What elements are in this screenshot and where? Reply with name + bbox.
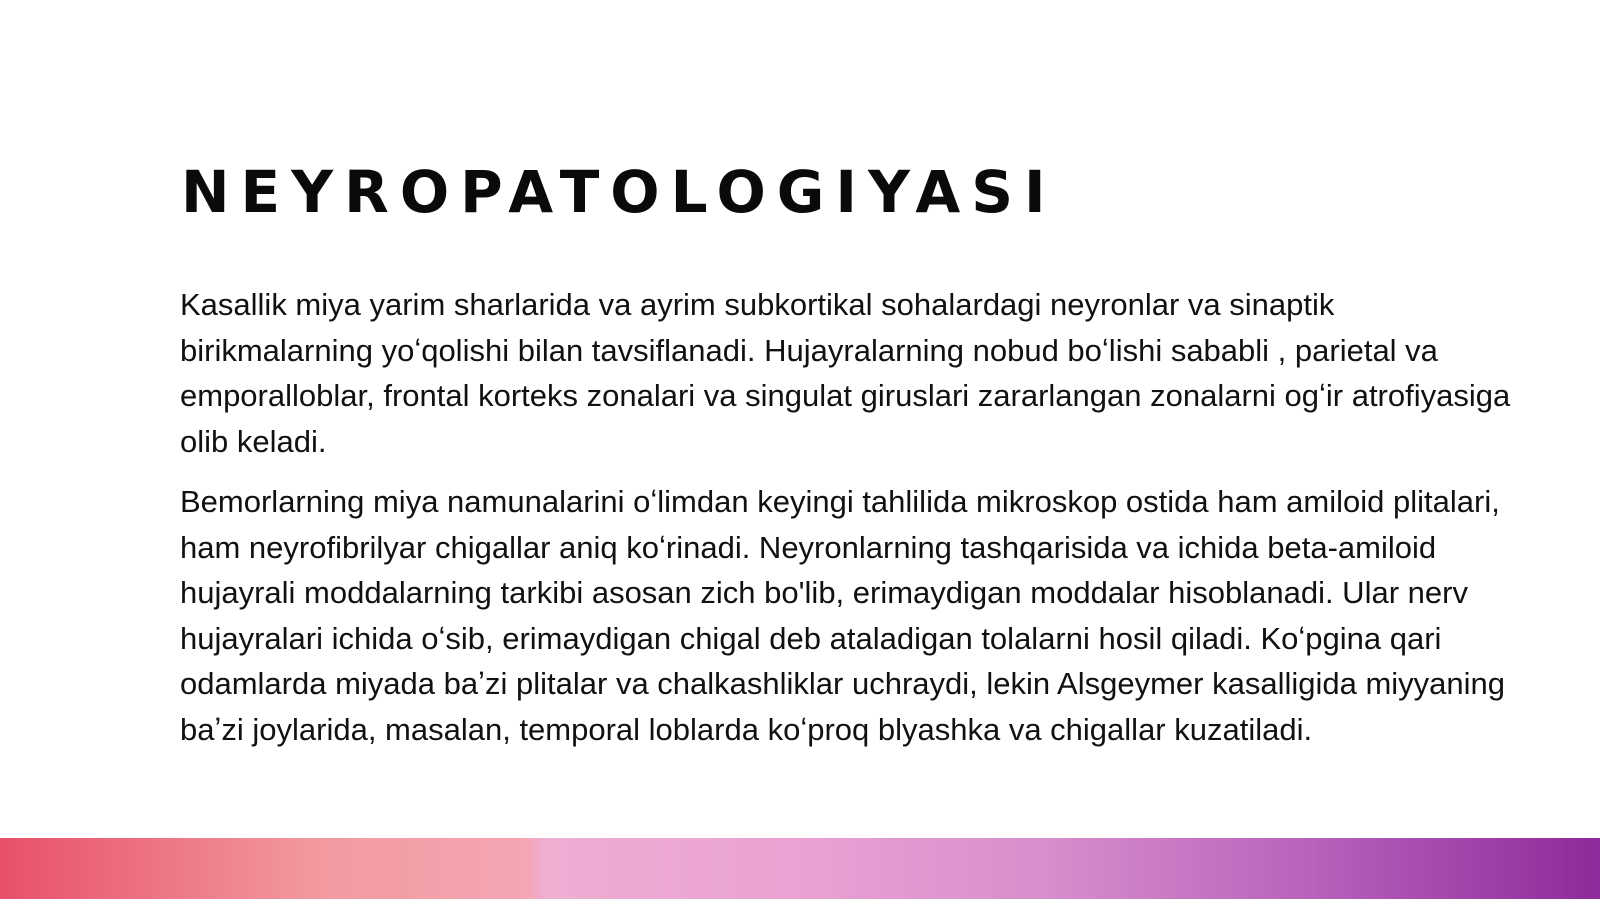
slide-title: NEYROPATOLOGIYASI xyxy=(181,158,1057,226)
decorative-gradient-band xyxy=(0,838,1600,899)
paragraph-1: Kasallik miya yarim sharlarida va ayrim subkortikal sohalardagi neyronlar va sinaptik birikmalarning yoʻqolishi bilan tavsiflanadi. Hujayralarning nobud boʻlishi sababli , parietal va emporalloblar, frontal korteks zonalari va singulat giruslari zararlangan zonalarni ogʻir atrofiyasiga olib keladi. xyxy=(180,287,1511,459)
paragraph-2: Bemorlarning miya namunalarini oʻlimdan keyingi tahlilida mikroskop ostida ham amiloid plitalari, ham neyrofibrilyar chigallar aniq koʻrinadi. Neyronlarning tashqarisida va ichida beta-amiloid hujayrali moddalarning tarkibi asosan zich bo'lib, erimaydigan moddalar hisoblanadi. Ular nerv hujayralari ichida oʻsib, erimaydigan chigal deb ataladigan tolalarni hosil qiladi. Koʻpgina qari odamlarda miyada baʼzi plitalar va chalkashliklar uchraydi, lekin Alsgeymer kasalligida miyyaning baʼzi joylarida, masalan, temporal loblarda koʻproq blyashka va chigallar kuzatiladi. xyxy=(180,484,1506,747)
slide-body xyxy=(180,282,1520,767)
